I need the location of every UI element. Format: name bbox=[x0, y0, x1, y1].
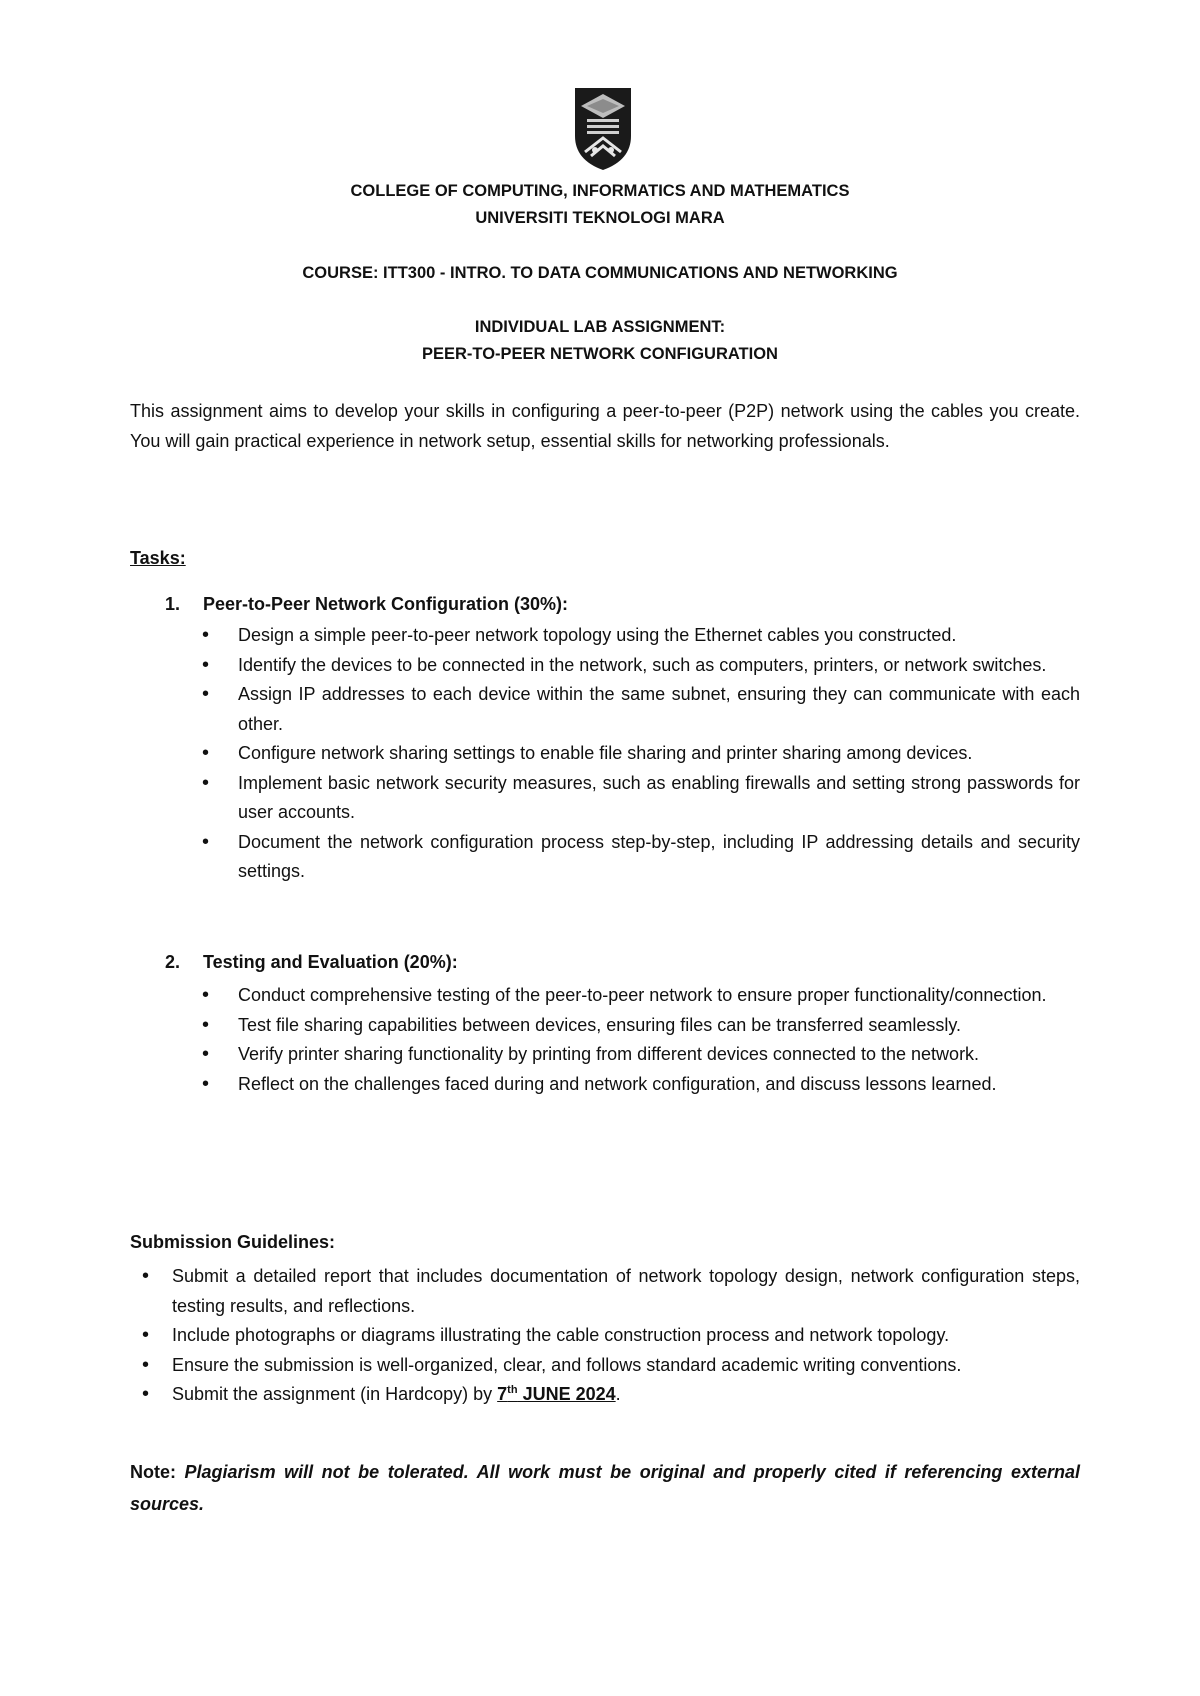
intro-paragraph: This assignment aims to develop your skills in configuring a peer-to-peer (P2P) network using the cables you create. You will gain practical experience in network setup, essential skills for networking professionals. bbox=[130, 401, 1080, 451]
submission-bullets bbox=[172, 1262, 1080, 1410]
plagiarism-note bbox=[130, 1456, 1080, 1520]
task-title-text: Peer-to-Peer Network Configuration (30%): bbox=[203, 594, 569, 614]
university-name: UNIVERSITI TEKNOLOGI MARA bbox=[475, 209, 725, 227]
list-item: • Include photographs or diagrams illustrating the cable construction process and network topology. bbox=[172, 1321, 1080, 1351]
task-1-title bbox=[165, 594, 568, 615]
task-number: 2. bbox=[165, 952, 181, 972]
deadline-suffix: th bbox=[507, 1384, 518, 1396]
assignment-header bbox=[0, 314, 1200, 368]
task-2-bullets bbox=[238, 981, 1080, 1099]
university-crest-icon bbox=[573, 86, 633, 172]
task-title-text: Testing and Evaluation (20%): bbox=[203, 952, 458, 972]
note-text: Plagiarism will not be tolerated. All work must be original and properly cited if referencing external sources. bbox=[130, 1462, 1080, 1514]
college-name: COLLEGE OF COMPUTING, INFORMATICS AND MATHEMATICS bbox=[350, 182, 850, 200]
list-item: • Assign IP addresses to each device within the same subnet, ensuring they can communicate with each other. bbox=[238, 680, 1080, 739]
task-2-title bbox=[165, 952, 458, 973]
tasks-heading: Tasks: bbox=[130, 548, 186, 568]
college-header bbox=[0, 178, 1200, 232]
list-item: • Conduct comprehensive testing of the peer-to-peer network to ensure proper functionality/connection. bbox=[238, 981, 1080, 1011]
list-item: • Design a simple peer-to-peer network topology using the Ethernet cables you constructed. bbox=[238, 621, 1080, 651]
list-item: • Ensure the submission is well-organized, clear, and follows standard academic writing conventions. bbox=[172, 1351, 1080, 1381]
list-item: • Verify printer sharing functionality by printing from different devices connected to the network. bbox=[238, 1040, 1080, 1070]
assignment-title: PEER-TO-PEER NETWORK CONFIGURATION bbox=[422, 345, 778, 363]
list-item: • Submit a detailed report that includes documentation of network topology design, network configuration steps, testing results, and reflections. bbox=[172, 1262, 1080, 1321]
deadline-end: . bbox=[615, 1384, 621, 1404]
list-item: • Document the network configuration process step-by-step, including IP addressing details and security settings. bbox=[238, 828, 1080, 887]
list-item: • Reflect on the challenges faced during and network configuration, and discuss lessons learned. bbox=[238, 1070, 1080, 1100]
deadline-month-year: JUNE 2024 bbox=[517, 1384, 616, 1404]
note-label: Note: bbox=[130, 1462, 176, 1482]
task-1-bullets bbox=[238, 621, 1080, 887]
assignment-type: INDIVIDUAL LAB ASSIGNMENT: bbox=[474, 318, 726, 336]
list-item: • Identify the devices to be connected in the network, such as computers, printers, or network switches. bbox=[238, 651, 1080, 681]
deadline-prefix: Submit the assignment (in Hardcopy) by bbox=[172, 1384, 498, 1404]
course-title: COURSE: ITT300 - INTRO. TO DATA COMMUNICATIONS AND NETWORKING bbox=[302, 264, 898, 282]
submission-heading: Submission Guidelines: bbox=[130, 1232, 336, 1252]
deadline-date bbox=[497, 1384, 615, 1404]
list-item: • Configure network sharing settings to enable file sharing and printer sharing among devices. bbox=[238, 739, 1080, 769]
list-item bbox=[172, 1380, 1080, 1410]
task-number: 1. bbox=[165, 594, 181, 614]
deadline-day: 7 bbox=[497, 1384, 508, 1404]
list-item: • Implement basic network security measures, such as enabling firewalls and setting strong passwords for user accounts. bbox=[238, 769, 1080, 828]
list-item: • Test file sharing capabilities between devices, ensuring files can be transferred seamlessly. bbox=[238, 1011, 1080, 1041]
